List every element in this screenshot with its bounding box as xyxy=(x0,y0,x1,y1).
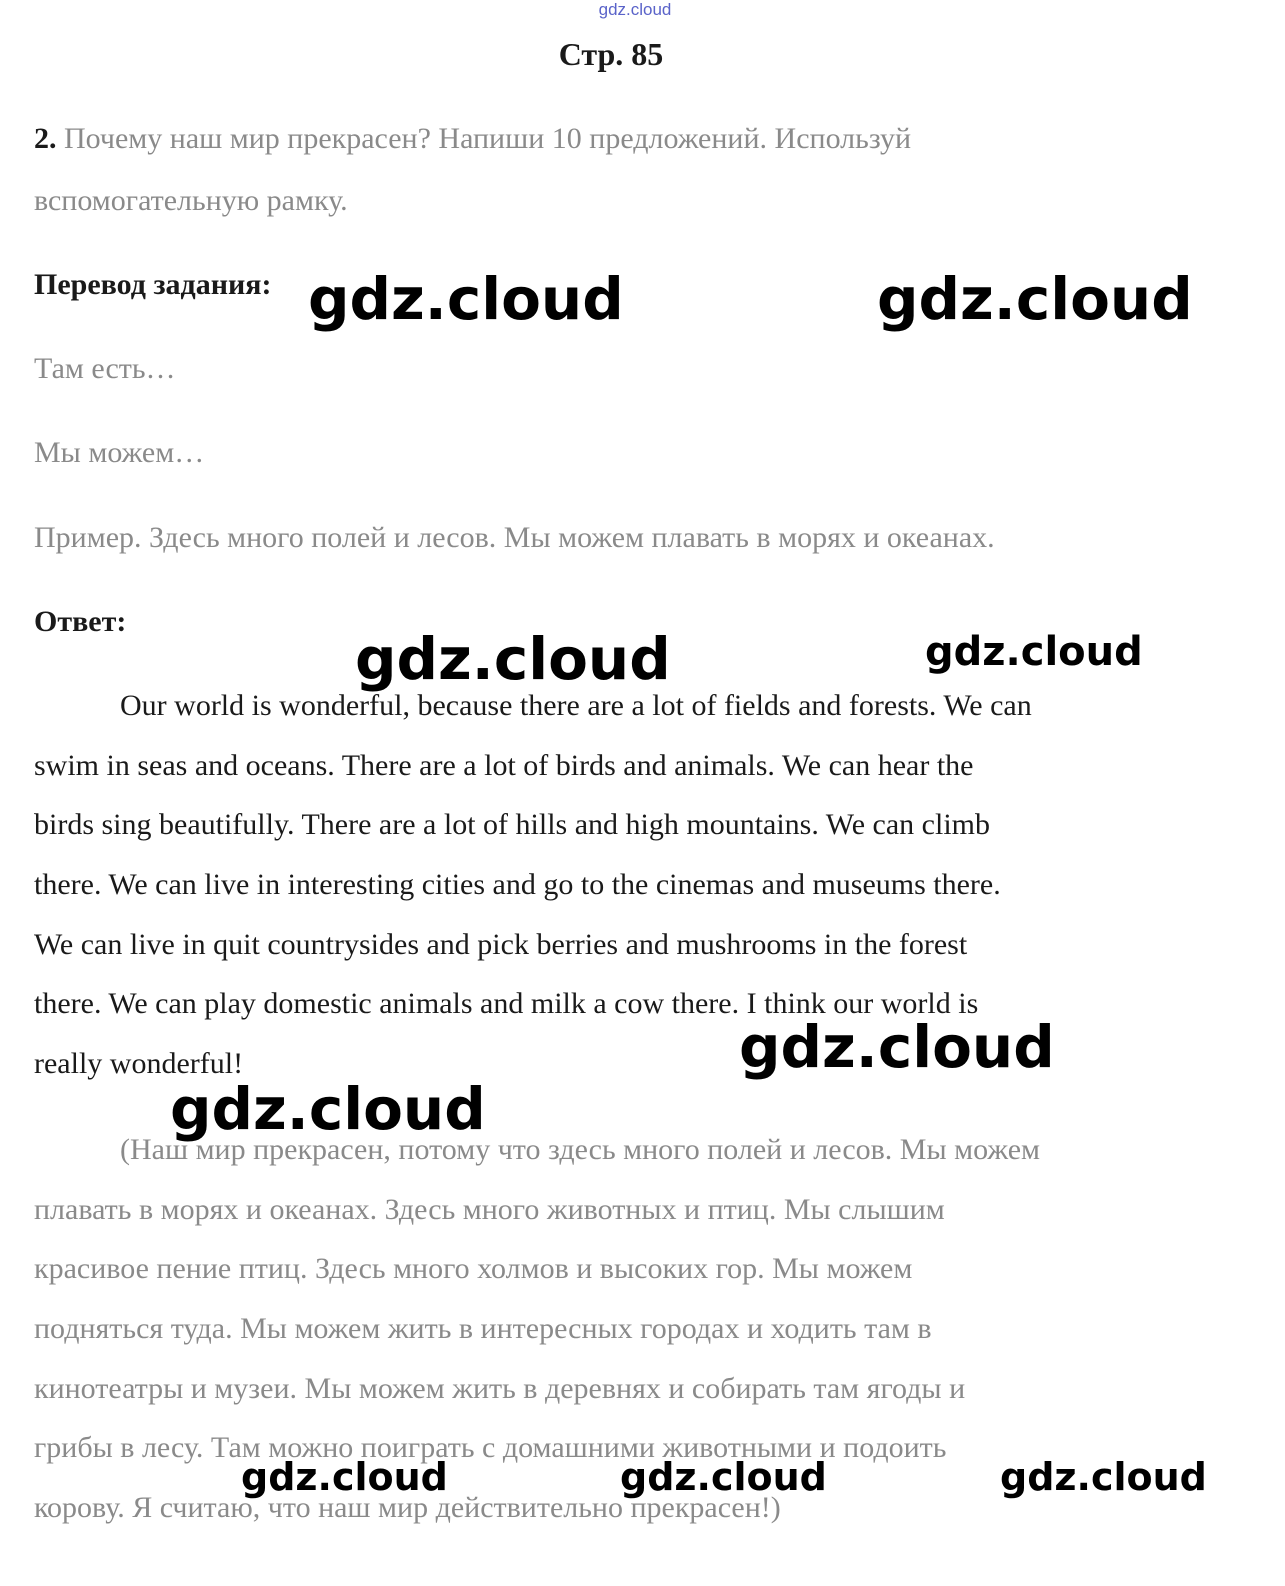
translation-line-1: Там есть… xyxy=(34,352,176,385)
answer-en-line-2: swim in seas and oceans. There are a lot of birds and animals. We can hear the xyxy=(34,749,974,782)
task-number: 2. xyxy=(34,122,57,155)
answer-en-line-1: Our world is wonderful, because there are a lot of fields and forests. We can xyxy=(120,689,1032,722)
translation-heading: Перевод задания: xyxy=(34,268,272,301)
watermark-3: gdz.cloud xyxy=(355,625,671,693)
answer-ru-line-2: плавать в морях и океанах. Здесь много животных и птиц. Мы слышим xyxy=(34,1193,945,1226)
task-text-1: Почему наш мир прекрасен? Напиши 10 предложений. Используй xyxy=(64,122,912,155)
answer-en-line-3: birds sing beautifully. There are a lot of hills and high mountains. We can climb xyxy=(34,808,990,841)
watermark-7: gdz.cloud xyxy=(241,1455,448,1499)
watermark-4: gdz.cloud xyxy=(925,629,1143,675)
answer-en-line-5: We can live in quit countrysides and pick berries and mushrooms in the forest xyxy=(34,928,968,961)
answer-ru-line-5: кинотеатры и музеи. Мы можем жить в деревнях и собирать там ягоды и xyxy=(34,1372,966,1405)
answer-ru-line-3: красивое пение птиц. Здесь много холмов и высоких гор. Мы можем xyxy=(34,1252,913,1285)
top-watermark: gdz.cloud xyxy=(598,0,672,19)
task-line-2: вспомогательную рамку. xyxy=(34,184,348,217)
translation-example: Пример. Здесь много полей и лесов. Мы можем плавать в морях и океанах. xyxy=(34,521,995,554)
watermark-1: gdz.cloud xyxy=(308,265,624,333)
answer-ru-line-4: подняться туда. Мы можем жить в интересных городах и ходить там в xyxy=(34,1312,932,1345)
watermark-6: gdz.cloud xyxy=(170,1075,486,1143)
answer-en-line-6: there. We can play domestic animals and milk a cow there. I think our world is xyxy=(34,987,979,1020)
answer-ru-line-1: (Наш мир прекрасен, потому что здесь много полей и лесов. Мы можем xyxy=(120,1133,1041,1166)
watermark-9: gdz.cloud xyxy=(1000,1455,1207,1499)
answer-en-line-4: there. We can live in interesting cities and go to the cinemas and museums there. xyxy=(34,868,1001,901)
answer-en-line-7: really wonderful! xyxy=(34,1047,244,1080)
watermark-2: gdz.cloud xyxy=(877,265,1193,333)
answer-ru-line-6: грибы в лесу. Там можно поиграть с домашними животными и подоить xyxy=(34,1431,947,1464)
translation-line-2: Мы можем… xyxy=(34,436,205,469)
watermark-5: gdz.cloud xyxy=(739,1013,1055,1081)
page-title: Стр. 85 xyxy=(558,36,664,72)
answer-heading: Ответ: xyxy=(34,605,127,638)
task-line-1 xyxy=(34,122,911,156)
watermark-8: gdz.cloud xyxy=(620,1455,827,1499)
answer-ru-line-7: корову. Я считаю, что наш мир действительно прекрасен!) xyxy=(34,1491,781,1524)
